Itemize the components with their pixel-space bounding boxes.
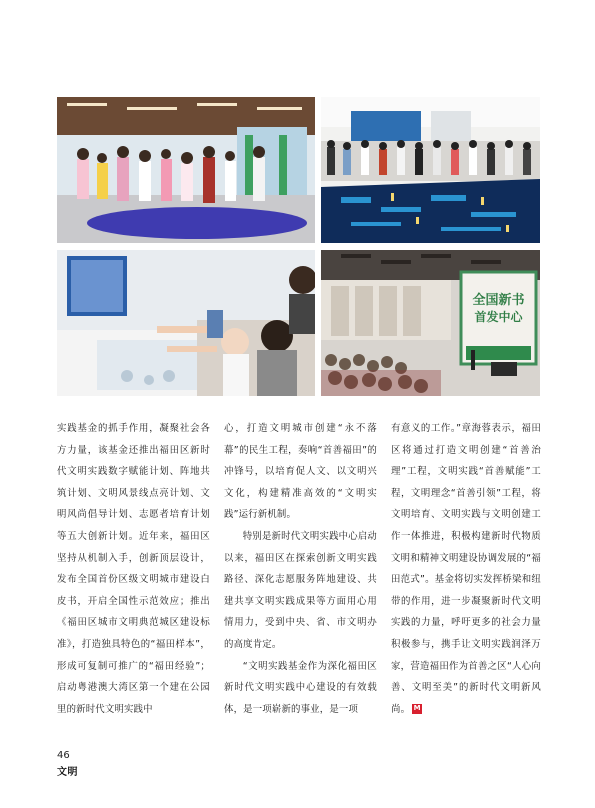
article-paragraph	[391, 418, 541, 720]
article-column-3	[391, 418, 541, 720]
article-paragraph: 特别是新时代文明实践中心启动以来，福田区在探索创新文明实践路径、深化志愿服务阵地建设、共建共享文明实践成果等方面用心用情用力，受到中央、省、市文明办的高度肯定。	[224, 530, 377, 650]
article-paragraph-text: 有意义的工作。”章海蓉表示，福田区将通过打造文明创建“首善治理”工程，文明实践“首善赋能”工程，文明理念“首善引领”工程，将文明培育、文明实践与文明创建工作一体推进，积极构建新时代物质文明和精神文明建设协调发展的“福田范式”。基金将切实发挥桥梁和纽带的作用，进一步凝聚新时代文明实践的力量，呼吁更多的社会力量积极参与，携手让文明实践润泽万家，营造福田作为首善之区“人心向善、文明至美”的新时代文明新风尚。	[391, 423, 541, 715]
article-paragraph: 心，打造文明城市创建“永不落幕”的民生工程，奏响“首善福田”的冲锋号，以培育促人文、以文明兴文化，构建精准高效的“文明实践”运行新机制。	[224, 423, 377, 521]
page-number: 46	[57, 750, 70, 761]
end-mark-icon: M	[413, 704, 421, 713]
article-column-1	[57, 418, 210, 720]
article-column-2	[224, 418, 377, 720]
photo-city-model	[321, 97, 540, 243]
article-paragraph: “文明实践基金作为深化福田区新时代文明实践中心建设的有效载体，是一项崭新的事业，是一项	[224, 660, 377, 715]
magazine-logo: 文明	[57, 767, 78, 778]
photo-book-launch-screen-title: 全国新书	[472, 293, 525, 308]
photo-children-exhibit-image	[57, 250, 315, 396]
photo-book-launch	[321, 250, 540, 396]
photo-children-dancing	[57, 97, 315, 243]
photo-children-dancing-image	[57, 97, 315, 243]
article-paragraph: 实践基金的抓手作用，凝聚社会各方力量，该基金还推出福田区新时代文明实践数字赋能计划、阵地共筑计划、文明风景线点亮计划、文明风尚倡导计划、志愿者培育计划等五大创新计划。近年来，福田区坚持从机制入手，创新顶层设计，发布全国首份区级文明城市建设白皮书，开启全国性示范效应；推出《福田区城市文明典范城区建设标准》，打造独具特色的“福田样本”，形成可复制可推广的“福田经验”；启动粤港澳大湾区第一个建在公园里的新时代文明实践中	[57, 423, 210, 715]
photo-children-exhibit	[57, 250, 315, 396]
photo-book-launch-screen-subtitle: 首发中心	[474, 310, 523, 324]
photo-city-model-image	[321, 97, 540, 243]
